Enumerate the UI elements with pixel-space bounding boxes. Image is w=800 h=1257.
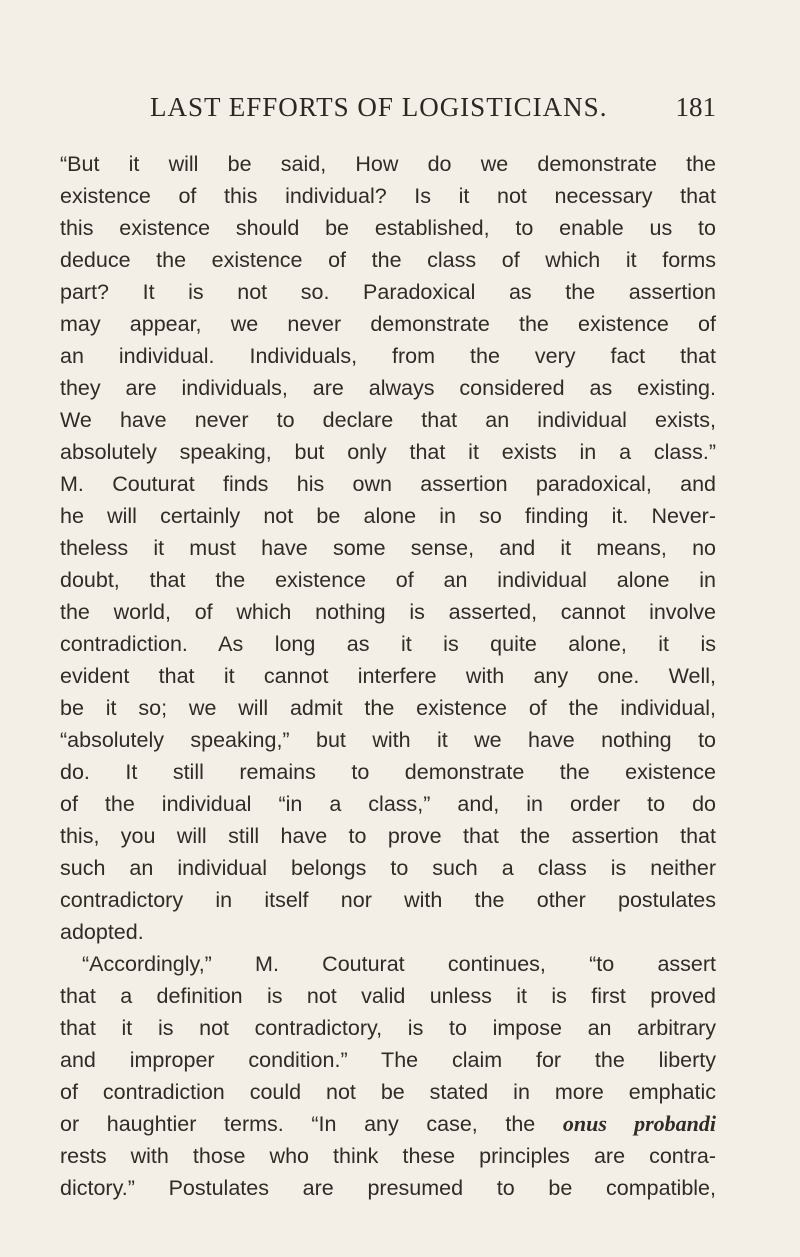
text-line: dictory.” Postulates are presumed to be compatible,	[60, 1176, 716, 1200]
text-fragment: or haughtier terms. “In any case, the	[60, 1112, 536, 1136]
text-line: such an individual belongs to such a class is neither	[60, 856, 716, 880]
text-line: that it is not contradictory, is to impose an arbitrary	[60, 1016, 716, 1040]
text-line: absolutely speaking, but only that it exists in a class.”	[60, 440, 716, 464]
text-line: contradictory in itself nor with the other postulates	[60, 888, 716, 912]
text-line: be it so; we will admit the existence of the individual,	[60, 696, 716, 720]
text-line: doubt, that the existence of an individual alone in	[60, 568, 716, 592]
text-line: the world, of which nothing is asserted, cannot involve	[60, 600, 716, 624]
italic-phrase: onus probandi	[562, 1111, 716, 1136]
page-number: 181	[675, 92, 716, 122]
text-line: We have never to declare that an individual exists,	[60, 408, 716, 432]
text-line: M. Couturat finds his own assertion paradoxical, and	[60, 472, 716, 496]
page-header	[60, 92, 716, 136]
text-line: deduce the existence of the class of which it forms	[60, 248, 716, 272]
text-line: “But it will be said, How do we demonstrate the	[60, 152, 716, 176]
text-line: this existence should be established, to enable us to	[60, 216, 716, 240]
text-line: “absolutely speaking,” but with it we have nothing to	[60, 728, 716, 752]
text-line: evident that it cannot interfere with any one. Well,	[60, 664, 716, 688]
text-line: contradiction. As long as it is quite alone, it is	[60, 632, 716, 656]
text-line: of the individual “in a class,” and, in order to do	[60, 792, 716, 816]
text-line: of contradiction could not be stated in more emphatic	[60, 1080, 716, 1104]
text-line: and improper condition.” The claim for the liberty	[60, 1048, 716, 1072]
text-line: may appear, we never demonstrate the existence of	[60, 312, 716, 336]
text-line: “Accordingly,” M. Couturat continues, “to assert	[82, 952, 716, 976]
text-line: existence of this individual? Is it not necessary that	[60, 184, 716, 208]
text-line: part? It is not so. Paradoxical as the assertion	[60, 280, 716, 304]
running-head: LAST EFFORTS OF LOGISTICIANS.	[150, 92, 608, 122]
text-line: do. It still remains to demonstrate the existence	[60, 760, 716, 784]
text-line: rests with those who think these principles are contra-	[60, 1144, 716, 1168]
text-line: he will certainly not be alone in so finding it. Never-	[60, 504, 716, 528]
text-line-with-italic	[60, 1108, 716, 1140]
text-line: this, you will still have to prove that the assertion that	[60, 824, 716, 848]
text-line: an individual. Individuals, from the very fact that	[60, 344, 716, 368]
text-line: adopted.	[60, 920, 144, 944]
text-line: that a definition is not valid unless it is first proved	[60, 984, 716, 1008]
body-text	[60, 148, 716, 1204]
text-line: they are individuals, are always considered as existing.	[60, 376, 716, 400]
text-line: theless it must have some sense, and it means, no	[60, 536, 716, 560]
